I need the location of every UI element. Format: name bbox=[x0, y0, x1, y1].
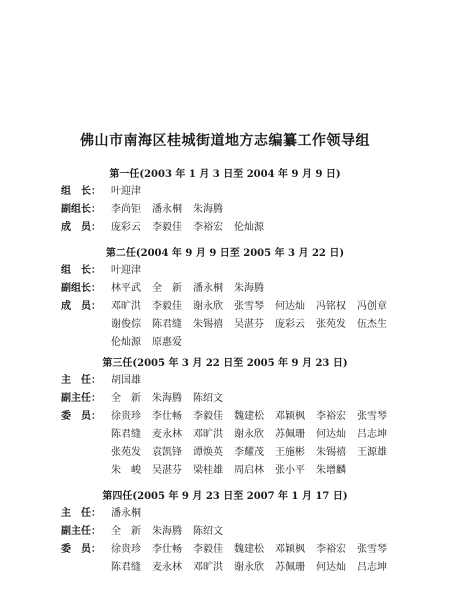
role-label: 副主任： bbox=[61, 526, 101, 537]
member-name: 王施彬 bbox=[275, 447, 305, 458]
member-name: 李毅佳 bbox=[193, 544, 223, 555]
member-name: 李仕畅 bbox=[152, 411, 182, 422]
role-label: 组 长： bbox=[61, 265, 101, 276]
member-name: 张雪琴 bbox=[357, 544, 387, 555]
member-name: 全 新 bbox=[111, 393, 141, 404]
member-name: 麦永林 bbox=[152, 562, 182, 573]
term-heading: 第三任(2005 年 3 月 22 日至 2005 年 9 月 23 日) bbox=[102, 358, 348, 369]
role-label: 成 员： bbox=[61, 301, 101, 312]
member-name: 冯铭权 bbox=[316, 301, 346, 312]
member-names bbox=[111, 264, 411, 277]
member-names bbox=[111, 507, 411, 520]
member-name: 徐贵珍 bbox=[111, 411, 141, 422]
member-name: 邓旷洪 bbox=[111, 301, 141, 312]
member-name: 潘永桐 bbox=[152, 204, 182, 215]
page-title: 佛山市南海区桂城街道地方志编纂工作领导组 bbox=[80, 133, 370, 149]
member-name: 邓旷洪 bbox=[193, 429, 223, 440]
member-name: 何达灿 bbox=[316, 562, 346, 573]
member-name: 朱锡禧 bbox=[193, 319, 223, 330]
member-names bbox=[111, 318, 411, 331]
member-name: 吕志坤 bbox=[357, 429, 387, 440]
member-names bbox=[111, 203, 411, 216]
member-name: 邓颖枫 bbox=[275, 411, 305, 422]
member-name: 何达灿 bbox=[316, 429, 346, 440]
member-names bbox=[111, 464, 411, 477]
role-label: 委 员： bbox=[61, 411, 101, 422]
member-names bbox=[111, 185, 411, 198]
member-name: 朱海腾 bbox=[152, 526, 182, 537]
member-name: 朱增麟 bbox=[316, 465, 346, 476]
member-name: 周启林 bbox=[234, 465, 264, 476]
member-name: 张雪琴 bbox=[357, 411, 387, 422]
member-name: 陈绍文 bbox=[193, 526, 223, 537]
member-name: 张苑发 bbox=[111, 447, 141, 458]
member-name: 张小平 bbox=[275, 465, 305, 476]
member-name: 谢俊倧 bbox=[111, 319, 141, 330]
member-name: 谢永欣 bbox=[234, 562, 264, 573]
member-name: 苏佩珊 bbox=[275, 429, 305, 440]
member-name: 张雪琴 bbox=[234, 301, 264, 312]
member-name: 朱海腾 bbox=[152, 393, 182, 404]
member-name: 张苑发 bbox=[316, 319, 346, 330]
role-label: 主 任： bbox=[61, 375, 101, 386]
member-name: 魏建松 bbox=[234, 411, 264, 422]
member-names bbox=[111, 446, 411, 459]
member-name: 庞彩云 bbox=[111, 222, 141, 233]
member-name: 林平武 bbox=[111, 283, 141, 294]
member-name: 朱海腾 bbox=[193, 204, 223, 215]
role-label: 组 长： bbox=[61, 186, 101, 197]
member-name: 吴湛芬 bbox=[234, 319, 264, 330]
member-name: 伦灿源 bbox=[234, 222, 264, 233]
member-name: 谢永欣 bbox=[193, 301, 223, 312]
term-heading: 第四任(2005 年 9 月 23 日至 2007 年 1 月 17 日) bbox=[102, 491, 348, 502]
member-name: 全 新 bbox=[152, 283, 182, 294]
member-name: 谭焕英 bbox=[193, 447, 223, 458]
member-name: 袁凯锋 bbox=[152, 447, 182, 458]
member-name: 李尚钜 bbox=[111, 204, 141, 215]
member-name: 吴湛芬 bbox=[152, 465, 182, 476]
member-name: 潘永桐 bbox=[193, 283, 223, 294]
role-label: 副组长： bbox=[61, 283, 101, 294]
member-name: 陈君缝 bbox=[152, 319, 182, 330]
member-names bbox=[111, 282, 411, 295]
member-names bbox=[111, 392, 411, 405]
role-label: 副主任： bbox=[61, 393, 101, 404]
member-name: 谢永欣 bbox=[234, 429, 264, 440]
member-name: 李毅佳 bbox=[152, 222, 182, 233]
member-name: 叶迎津 bbox=[111, 186, 141, 197]
member-names bbox=[111, 374, 411, 387]
member-name: 何达灿 bbox=[275, 301, 305, 312]
member-name: 吕志坤 bbox=[357, 562, 387, 573]
member-name: 朱 峻 bbox=[111, 465, 141, 476]
member-name: 朱锡禧 bbox=[316, 447, 346, 458]
member-names bbox=[111, 410, 411, 423]
member-name: 陈绍文 bbox=[193, 393, 223, 404]
member-names bbox=[111, 300, 411, 313]
member-name: 陈君缝 bbox=[111, 562, 141, 573]
member-name: 原惠爱 bbox=[152, 337, 182, 348]
member-name: 李毅佳 bbox=[152, 301, 182, 312]
member-name: 李裕宏 bbox=[316, 411, 346, 422]
member-name: 潘永桐 bbox=[111, 508, 141, 519]
member-names bbox=[111, 543, 411, 556]
member-name: 邓颖枫 bbox=[275, 544, 305, 555]
member-name: 邓旷洪 bbox=[193, 562, 223, 573]
member-name: 朱海腾 bbox=[234, 283, 264, 294]
role-label: 副组长： bbox=[61, 204, 101, 215]
member-name: 王源雄 bbox=[357, 447, 387, 458]
role-label: 委 员： bbox=[61, 544, 101, 555]
member-name: 陈君缝 bbox=[111, 429, 141, 440]
member-name: 麦永林 bbox=[152, 429, 182, 440]
term-heading: 第二任(2004 年 9 月 9 日至 2005 年 3 月 22 日) bbox=[105, 248, 345, 259]
member-name: 李毅佳 bbox=[193, 411, 223, 422]
member-name: 李裕宏 bbox=[193, 222, 223, 233]
member-name: 叶迎津 bbox=[111, 265, 141, 276]
member-name: 李仕畅 bbox=[152, 544, 182, 555]
member-name: 李耀茂 bbox=[234, 447, 264, 458]
member-name: 冯创章 bbox=[357, 301, 387, 312]
member-names bbox=[111, 336, 411, 349]
member-name: 梁桂雄 bbox=[193, 465, 223, 476]
member-name: 伍杰生 bbox=[357, 319, 387, 330]
member-names bbox=[111, 428, 411, 441]
member-names bbox=[111, 525, 411, 538]
member-name: 李裕宏 bbox=[316, 544, 346, 555]
role-label: 主 任： bbox=[61, 508, 101, 519]
member-name: 伦灿源 bbox=[111, 337, 141, 348]
member-names bbox=[111, 221, 411, 234]
member-name: 苏佩珊 bbox=[275, 562, 305, 573]
member-name: 魏建松 bbox=[234, 544, 264, 555]
member-name: 全 新 bbox=[111, 526, 141, 537]
member-name: 庞彩云 bbox=[275, 319, 305, 330]
member-name: 徐贵珍 bbox=[111, 544, 141, 555]
member-name: 胡国雄 bbox=[111, 375, 141, 386]
member-names bbox=[111, 561, 411, 574]
term-heading: 第一任(2003 年 1 月 3 日至 2004 年 9 月 9 日) bbox=[109, 169, 341, 180]
role-label: 成 员： bbox=[61, 222, 101, 233]
